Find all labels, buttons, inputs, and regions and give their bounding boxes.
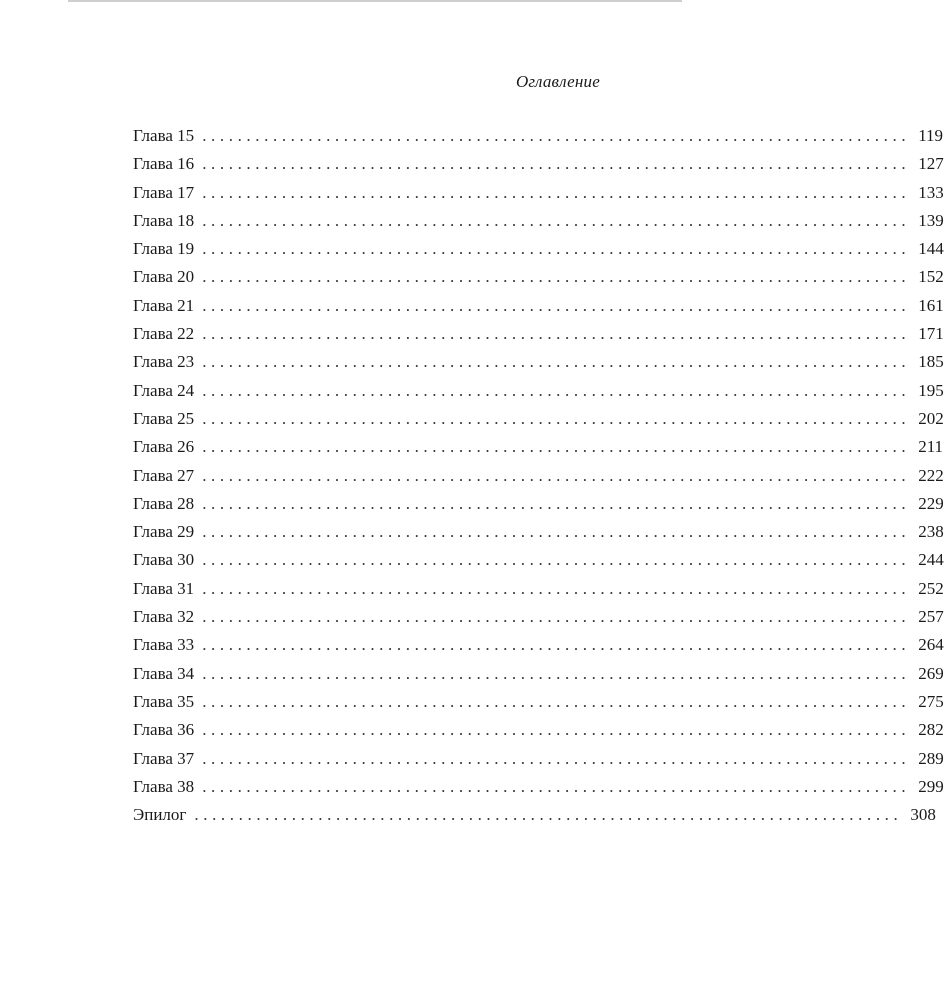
- toc-entry-page: 299: [918, 776, 944, 796]
- toc-dot-leader: ................................................................................: [202, 578, 911, 598]
- toc-entry[interactable]: [133, 688, 944, 716]
- toc-entry[interactable]: [133, 490, 944, 518]
- toc-entry[interactable]: [133, 546, 944, 574]
- toc-entry[interactable]: [133, 207, 944, 235]
- toc-entry-title: Глава 16: [133, 154, 195, 174]
- top-rule: [68, 0, 682, 2]
- toc-dot-leader: ................................................................................: [202, 493, 911, 513]
- toc-entry-page: 211: [918, 437, 944, 457]
- toc-entry-title: Глава 25: [133, 408, 195, 428]
- toc-entry[interactable]: [133, 660, 944, 688]
- table-of-contents: [133, 122, 944, 829]
- toc-entry-page: 269: [918, 663, 944, 683]
- toc-dot-leader: ................................................................................: [202, 352, 911, 372]
- toc-entry-page: 202: [918, 408, 944, 428]
- toc-dot-leader: ................................................................................: [202, 550, 911, 570]
- toc-entry-title: Глава 20: [133, 267, 195, 287]
- toc-entry-page: 264: [918, 635, 944, 655]
- toc-entry-page: 195: [918, 380, 944, 400]
- toc-entry[interactable]: [133, 292, 944, 320]
- toc-entry-page: 308: [910, 805, 936, 825]
- toc-entry-page: 152: [918, 267, 944, 287]
- toc-entry-title: Глава 36: [133, 720, 195, 740]
- toc-entry-page: 133: [918, 182, 944, 202]
- toc-entry-title: Глава 15: [133, 126, 195, 145]
- toc-entry-title: Глава 26: [133, 437, 195, 457]
- toc-entry-title: Глава 23: [133, 352, 195, 372]
- toc-entry-title: Глава 31: [133, 578, 195, 598]
- toc-dot-leader: ................................................................................: [202, 126, 911, 145]
- toc-dot-leader: ................................................................................: [202, 776, 911, 796]
- toc-entry-title: Глава 29: [133, 522, 195, 542]
- toc-entry[interactable]: [133, 462, 944, 490]
- toc-entry-title: Глава 34: [133, 663, 195, 683]
- toc-dot-leader: ................................................................................: [202, 691, 911, 711]
- toc-dot-leader: ................................................................................: [202, 663, 911, 683]
- toc-entry-title: Глава 19: [133, 239, 195, 259]
- toc-entry-page: 161: [918, 295, 944, 315]
- toc-entry[interactable]: [133, 433, 944, 461]
- toc-entry-page: 229: [918, 493, 944, 513]
- toc-dot-leader: ................................................................................: [202, 465, 911, 485]
- toc-entry-page: 289: [918, 748, 944, 768]
- toc-entry[interactable]: [133, 122, 944, 150]
- toc-entry-title: Глава 18: [133, 210, 195, 230]
- toc-entry-title: Глава 35: [133, 691, 195, 711]
- toc-entry-title: Глава 32: [133, 607, 195, 627]
- toc-entry-title: Глава 30: [133, 550, 195, 570]
- toc-entry-page: 127: [918, 154, 944, 174]
- toc-entry[interactable]: [133, 320, 944, 348]
- toc-dot-leader: ................................................................................: [202, 607, 911, 627]
- toc-entry-page: 252: [918, 578, 944, 598]
- toc-entry[interactable]: [133, 801, 936, 829]
- toc-entry[interactable]: [133, 179, 944, 207]
- toc-dot-leader: ................................................................................: [202, 295, 911, 315]
- toc-dot-leader: ................................................................................: [202, 522, 911, 542]
- toc-entry[interactable]: [133, 263, 944, 291]
- toc-entry-page: 171: [918, 324, 944, 344]
- toc-dot-leader: ................................................................................: [202, 210, 911, 230]
- toc-entry-page: 257: [918, 607, 944, 627]
- toc-entry-title: Глава 17: [133, 182, 195, 202]
- toc-entry[interactable]: [133, 377, 944, 405]
- toc-dot-leader: ................................................................................: [202, 239, 911, 259]
- toc-entry-title: Глава 33: [133, 635, 195, 655]
- toc-entry[interactable]: [133, 603, 944, 631]
- toc-dot-leader: ................................................................................: [202, 748, 911, 768]
- toc-entry-page: 139: [918, 210, 944, 230]
- toc-entry[interactable]: [133, 745, 944, 773]
- toc-entry-title: Эпилог: [133, 805, 187, 825]
- toc-dot-leader: ................................................................................: [194, 805, 903, 825]
- toc-entry-page: 185: [918, 352, 944, 372]
- toc-dot-leader: ................................................................................: [202, 380, 911, 400]
- toc-dot-leader: ................................................................................: [202, 437, 911, 457]
- toc-dot-leader: ................................................................................: [202, 324, 911, 344]
- toc-dot-leader: ................................................................................: [202, 182, 911, 202]
- toc-entry[interactable]: [133, 150, 944, 178]
- toc-dot-leader: ................................................................................: [202, 267, 911, 287]
- toc-entry-title: Глава 28: [133, 493, 195, 513]
- toc-entry-page: 222: [918, 465, 944, 485]
- toc-entry[interactable]: [133, 575, 944, 603]
- toc-entry-page: 275: [918, 691, 944, 711]
- toc-entry-title: Глава 27: [133, 465, 195, 485]
- toc-entry-page: 238: [918, 522, 944, 542]
- running-head: Оглавление: [515, 72, 600, 91]
- toc-entry[interactable]: [133, 348, 944, 376]
- toc-entry-page: 244: [918, 550, 944, 570]
- toc-entry[interactable]: [133, 773, 944, 801]
- toc-entry-page: 119: [918, 126, 944, 145]
- toc-entry[interactable]: [133, 235, 944, 263]
- toc-entry-page: 144: [918, 239, 944, 259]
- toc-dot-leader: ................................................................................: [202, 635, 911, 655]
- toc-entry-title: Глава 38: [133, 776, 195, 796]
- toc-dot-leader: ................................................................................: [202, 408, 911, 428]
- toc-entry-title: Глава 37: [133, 748, 195, 768]
- toc-entry[interactable]: [133, 631, 944, 659]
- toc-dot-leader: ................................................................................: [202, 720, 911, 740]
- toc-entry-title: Глава 21: [133, 295, 195, 315]
- toc-entry-title: Глава 24: [133, 380, 195, 400]
- toc-entry[interactable]: [133, 716, 944, 744]
- toc-entry[interactable]: [133, 405, 944, 433]
- toc-entry-page: 282: [918, 720, 944, 740]
- toc-dot-leader: ................................................................................: [202, 154, 911, 174]
- toc-entry[interactable]: [133, 518, 944, 546]
- toc-entry-title: Глава 22: [133, 324, 195, 344]
